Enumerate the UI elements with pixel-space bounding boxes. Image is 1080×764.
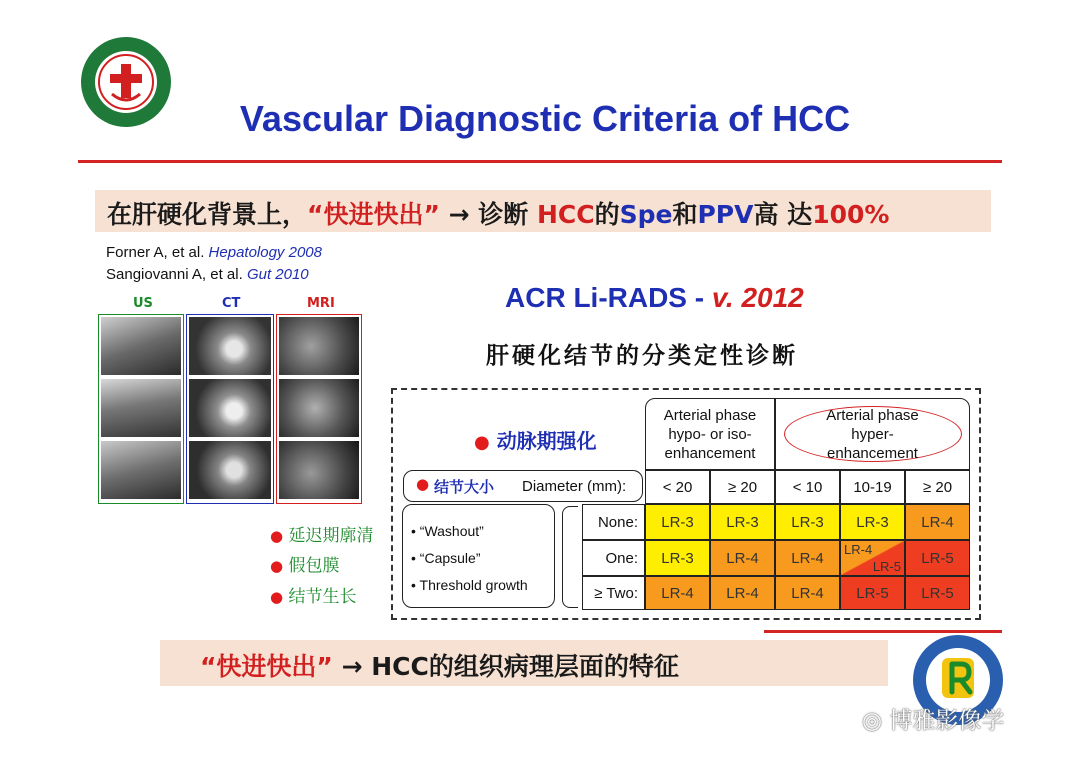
claim-part: HCC [536,200,595,229]
lirads-cell: LR-3 [775,504,840,540]
col-group-hypo: Arterial phase hypo- or iso- enhancement [645,398,775,470]
lirads-cell: LR-3 [710,504,775,540]
citation [106,242,322,264]
citation [106,264,322,286]
lirads-cell: LR-4 [710,540,775,576]
citation-authors: Forner A, et al. [106,244,209,261]
ct-image [189,317,271,375]
feature-bracket [562,506,578,608]
bullet-icon: ● [270,527,284,545]
bullet-icon: ● [270,557,284,575]
us-image-column [98,314,184,504]
cn-feature-text: 假包膜 [288,556,340,576]
citation-authors: Sangiovanni A, et al. [106,266,247,283]
mri-image [279,317,359,375]
mri-image-column [276,314,362,504]
col-group-hyper [775,398,970,470]
citation-journal: Gut 2010 [246,266,309,283]
citations [106,242,322,286]
cn-feature-item [270,551,340,576]
lirads-cell: LR-4 [710,576,775,610]
split-bottom-label: LR-5 [872,559,901,574]
size-row-label [403,470,643,502]
cn-feature-text: 结节生长 [288,587,357,607]
diameter-header: < 10 [775,470,840,504]
arterial-enhancement-label [474,425,597,454]
modality-label-ct: CT [222,296,241,311]
lirads-subtitle: 肝硬化结节的分类定性诊断 [486,343,798,369]
lirads-cell: LR-4 [775,540,840,576]
claim-part: PPV [697,200,754,229]
ct-image [189,379,271,437]
bullet-icon: ● [416,475,430,493]
row-label: None: [582,504,645,540]
claim-part: 在肝硬化背景上， [107,200,308,229]
cn-feature-text: 延迟期廓清 [288,526,374,546]
page-title: Vascular Diagnostic Criteria of HCC [239,98,851,139]
feature-item: • “Capsule” [411,550,481,566]
claim-part: → 诊断 [439,200,537,229]
conclusion-part: “快进快出” [200,652,333,681]
lirads-cell: LR-5 [905,540,970,576]
lirads-cell: LR-4 [905,504,970,540]
feature-item: • “Washout” [411,523,484,539]
title-divider [78,160,1002,163]
claim-text [107,195,889,231]
lirads-cell: LR-3 [840,504,905,540]
wechat-icon: ◎ [862,708,883,734]
claim-part: “快进快出” [307,200,440,229]
diameter-label: Diameter (mm): [522,478,627,495]
claim-part: 高 达 [753,200,813,229]
lirads-title-text: ACR Li-RADS - [505,282,705,313]
lirads-version: v. 2012 [711,282,804,313]
lirads-title [505,282,804,314]
claim-part: 和 [672,200,698,229]
lirads-cell: LR-5 [840,576,905,610]
lirads-cell: LR-3 [645,504,710,540]
lirads-cell-split [840,540,905,576]
citation-journal: Hepatology 2008 [208,244,322,261]
diameter-header: 10-19 [840,470,905,504]
conclusion-banner [160,640,888,686]
diameter-header: ≥ 20 [710,470,775,504]
lirads-cell: LR-3 [645,540,710,576]
arterial-label-text: 动脉期强化 [496,429,597,453]
conclusion-text [200,647,679,683]
ct-image-column [186,314,274,504]
mri-image [279,379,359,437]
conclusion-part: → HCC的组织病理层面的特征 [332,652,679,681]
major-features-box [402,504,555,608]
split-top-label: LR-4 [844,542,873,557]
lirads-cell: LR-4 [775,576,840,610]
cn-feature-item [270,521,374,546]
diameter-header: < 20 [645,470,710,504]
lirads-cell: LR-4 [645,576,710,610]
claim-part: Spe [619,200,673,229]
claim-part: 100% [812,200,890,229]
row-label: One: [582,540,645,576]
watermark-text: 博雅影像学 [889,708,1005,734]
size-label: 结节大小 [434,478,495,496]
bullet-icon: ● [474,432,490,453]
bullet-icon: ● [270,588,284,606]
diameter-header: ≥ 20 [905,470,970,504]
cn-feature-item [270,582,357,607]
feature-item: • Threshold growth [411,577,528,593]
claim-part: 的 [594,200,620,229]
bottom-divider [764,630,1002,633]
lirads-cell: LR-5 [905,576,970,610]
modality-label-mri: MRI [307,296,335,311]
claim-banner [95,190,991,232]
row-label: ≥ Two: [582,576,645,610]
col-group-hyper-text: Arterial phase hyper- enhancement [784,406,962,462]
modality-label-us: US [133,296,153,311]
us-image [101,441,181,499]
watermark [862,702,1004,735]
us-image [101,317,181,375]
ct-image [189,441,271,499]
mri-image [279,441,359,499]
us-image [101,379,181,437]
